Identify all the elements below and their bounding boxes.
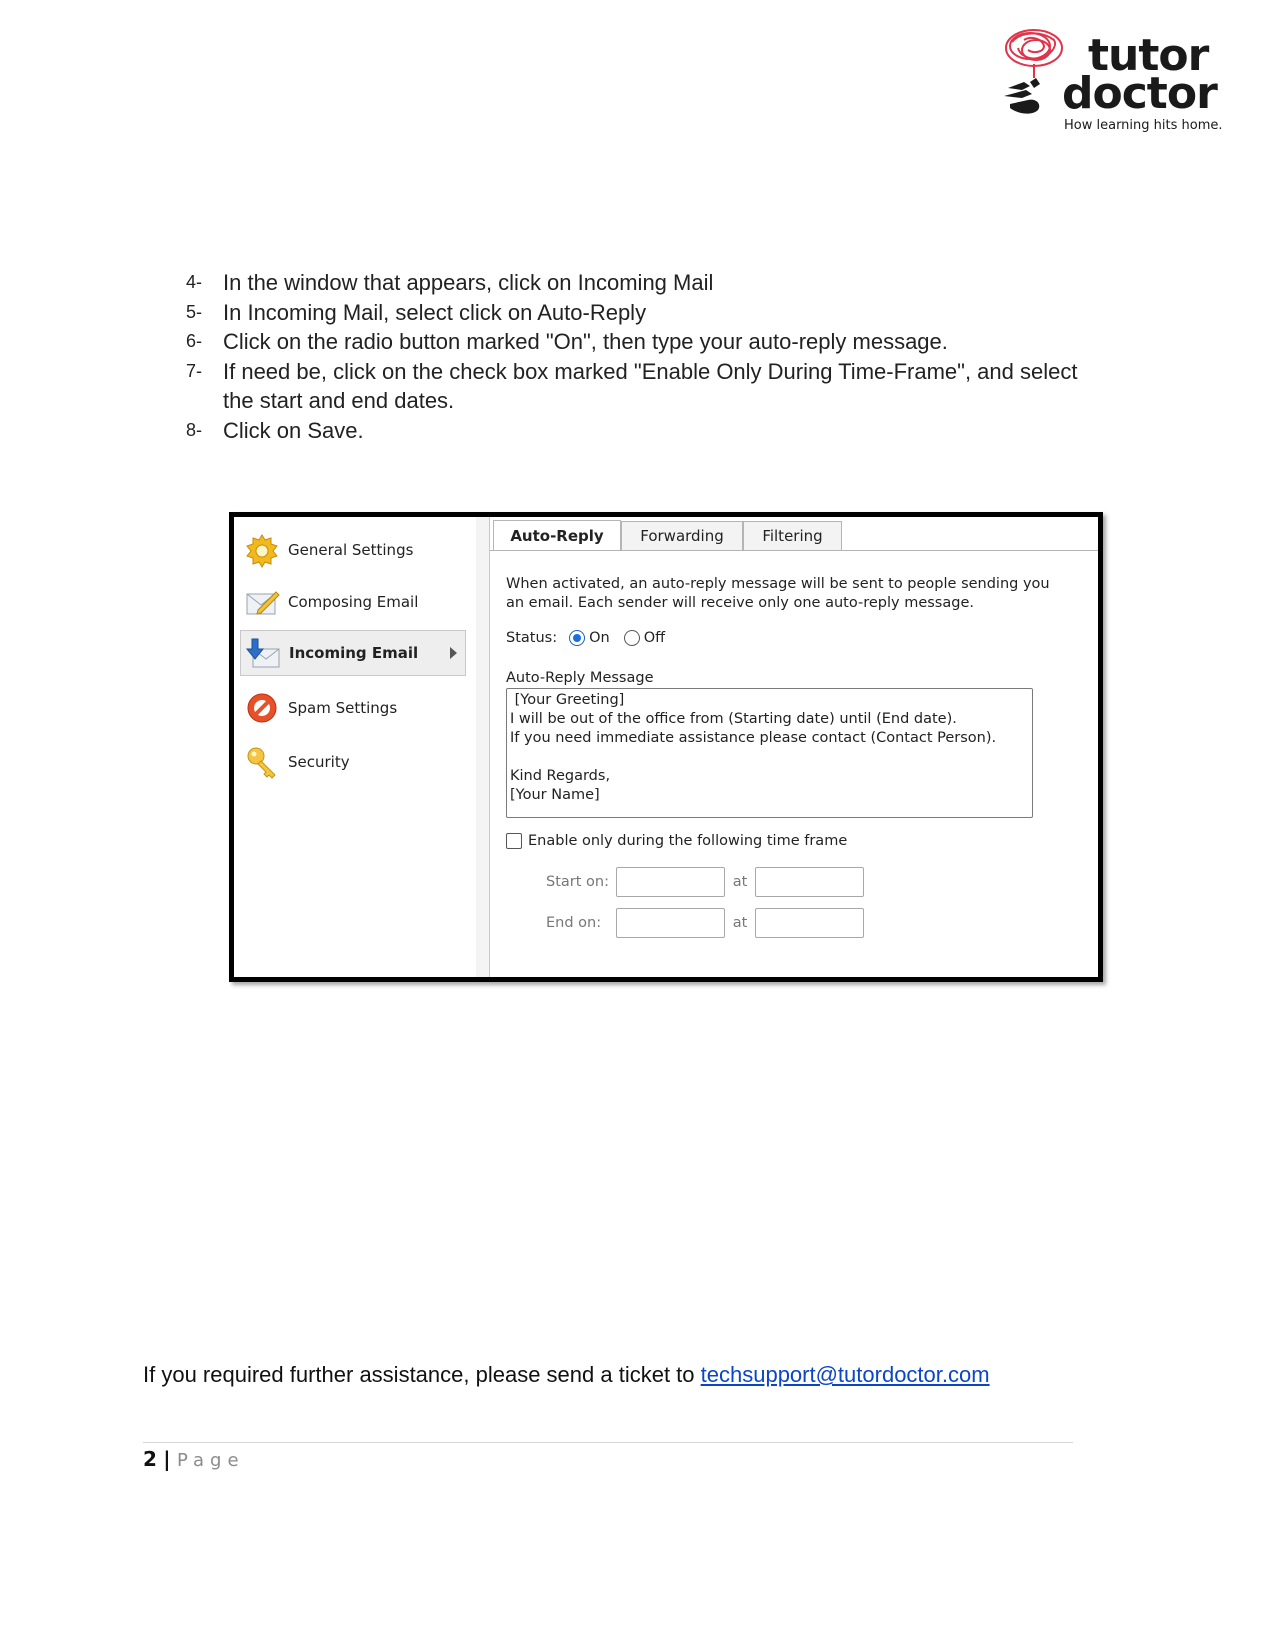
tab-forwarding[interactable]: Forwarding bbox=[621, 521, 743, 550]
incoming-envelope-icon bbox=[245, 635, 281, 671]
step-item bbox=[186, 357, 1106, 416]
status-label: Status: bbox=[506, 630, 558, 646]
start-at-label: at bbox=[732, 874, 748, 890]
sidebar-item-security[interactable] bbox=[240, 739, 466, 785]
sidebar-item-composing-email[interactable] bbox=[240, 579, 466, 625]
timeframe-label: Enable only during the following time frame bbox=[528, 833, 848, 849]
logo-word-tutor: tutor bbox=[1088, 30, 1209, 81]
end-date-input[interactable] bbox=[616, 908, 725, 938]
support-email-link[interactable]: techsupport@tutordoctor.com bbox=[700, 1362, 990, 1387]
logo-word-doctor: doctor bbox=[1062, 68, 1217, 119]
status-row bbox=[506, 627, 665, 649]
email-settings-dialog bbox=[229, 512, 1103, 982]
step-text: Click on the radio button marked "On", then type your auto-reply message. bbox=[223, 329, 948, 354]
status-on-label: On bbox=[589, 630, 610, 646]
step-number: 8- bbox=[186, 419, 203, 440]
footer-divider bbox=[143, 1442, 1073, 1443]
timeframe-checkbox[interactable] bbox=[506, 833, 522, 849]
step-number: 6- bbox=[186, 331, 203, 351]
page-separator: | bbox=[163, 1447, 171, 1471]
sidebar-item-label: Incoming Email bbox=[289, 644, 419, 662]
end-at-label: at bbox=[732, 915, 748, 931]
step-text: In the window that appears, click on Incoming Mail bbox=[223, 270, 714, 295]
envelope-pencil-icon bbox=[244, 584, 280, 620]
status-on-radio[interactable] bbox=[569, 630, 585, 646]
page-word: Page bbox=[176, 1450, 245, 1471]
sidebar-item-label: General Settings bbox=[288, 541, 414, 559]
panel-splitter[interactable] bbox=[476, 517, 490, 977]
step-item bbox=[186, 268, 1106, 298]
step-text: In Incoming Mail, select click on Auto-Reply bbox=[223, 299, 647, 325]
chevron-right-icon bbox=[450, 647, 457, 659]
step-item bbox=[186, 298, 1106, 328]
brain-hand-icon bbox=[1000, 26, 1070, 126]
sidebar-item-spam-settings[interactable] bbox=[240, 685, 466, 731]
tutor-doctor-logo bbox=[1000, 26, 1235, 136]
start-on-label: Start on: bbox=[546, 874, 609, 890]
start-date-input[interactable] bbox=[616, 867, 725, 897]
instruction-steps bbox=[186, 268, 1106, 445]
tab-filtering[interactable]: Filtering bbox=[743, 521, 842, 550]
start-date-row bbox=[546, 867, 864, 897]
sidebar-item-general-settings[interactable] bbox=[240, 527, 466, 573]
auto-reply-description: When activated, an auto-reply message will be sent to people sending you an email. Each sender will receive only one auto-reply message. bbox=[506, 576, 1050, 611]
settings-sidebar bbox=[234, 517, 477, 977]
end-date-row bbox=[546, 908, 864, 938]
assistance-note bbox=[143, 1362, 990, 1388]
end-on-label: End on: bbox=[546, 915, 602, 931]
auto-reply-message-textarea[interactable]: [Your Greeting] I will be out of the office from (Starting date) until (End date). If you need immediate assistance please contact (Contact Person). Kind Regards, [Your Name] bbox=[506, 688, 1033, 818]
no-entry-icon bbox=[244, 690, 280, 726]
assistance-text: If you required further assistance, please send a ticket to bbox=[143, 1362, 701, 1387]
tab-auto-reply[interactable]: Auto-Reply bbox=[493, 520, 621, 550]
step-text: Click on Save. bbox=[223, 417, 364, 443]
step-text: If need be, click on the check box marked "Enable Only During Time-Frame", and select the start and end dates. bbox=[223, 358, 1078, 413]
step-item bbox=[186, 416, 1106, 446]
auto-reply-message-label: Auto-Reply Message bbox=[506, 670, 654, 686]
step-item bbox=[186, 327, 1106, 357]
sidebar-item-incoming-email[interactable] bbox=[240, 630, 466, 676]
step-number: 7- bbox=[186, 360, 203, 381]
gear-icon bbox=[244, 532, 280, 568]
sidebar-item-label: Composing Email bbox=[288, 593, 419, 611]
logo-tagline: How learning hits home. bbox=[1064, 118, 1223, 133]
status-off-label: Off bbox=[643, 630, 666, 646]
step-number: 4- bbox=[186, 272, 203, 292]
end-time-input[interactable] bbox=[755, 908, 864, 938]
page-footer bbox=[143, 1447, 245, 1471]
timeframe-row bbox=[506, 833, 847, 849]
start-time-input[interactable] bbox=[755, 867, 864, 897]
status-off-radio[interactable] bbox=[624, 630, 640, 646]
key-icon bbox=[244, 744, 280, 780]
tab-bar bbox=[490, 517, 1098, 551]
sidebar-item-label: Security bbox=[288, 753, 350, 771]
step-number: 5- bbox=[186, 301, 203, 322]
sidebar-item-label: Spam Settings bbox=[288, 699, 398, 717]
page-number: 2 bbox=[143, 1447, 157, 1471]
